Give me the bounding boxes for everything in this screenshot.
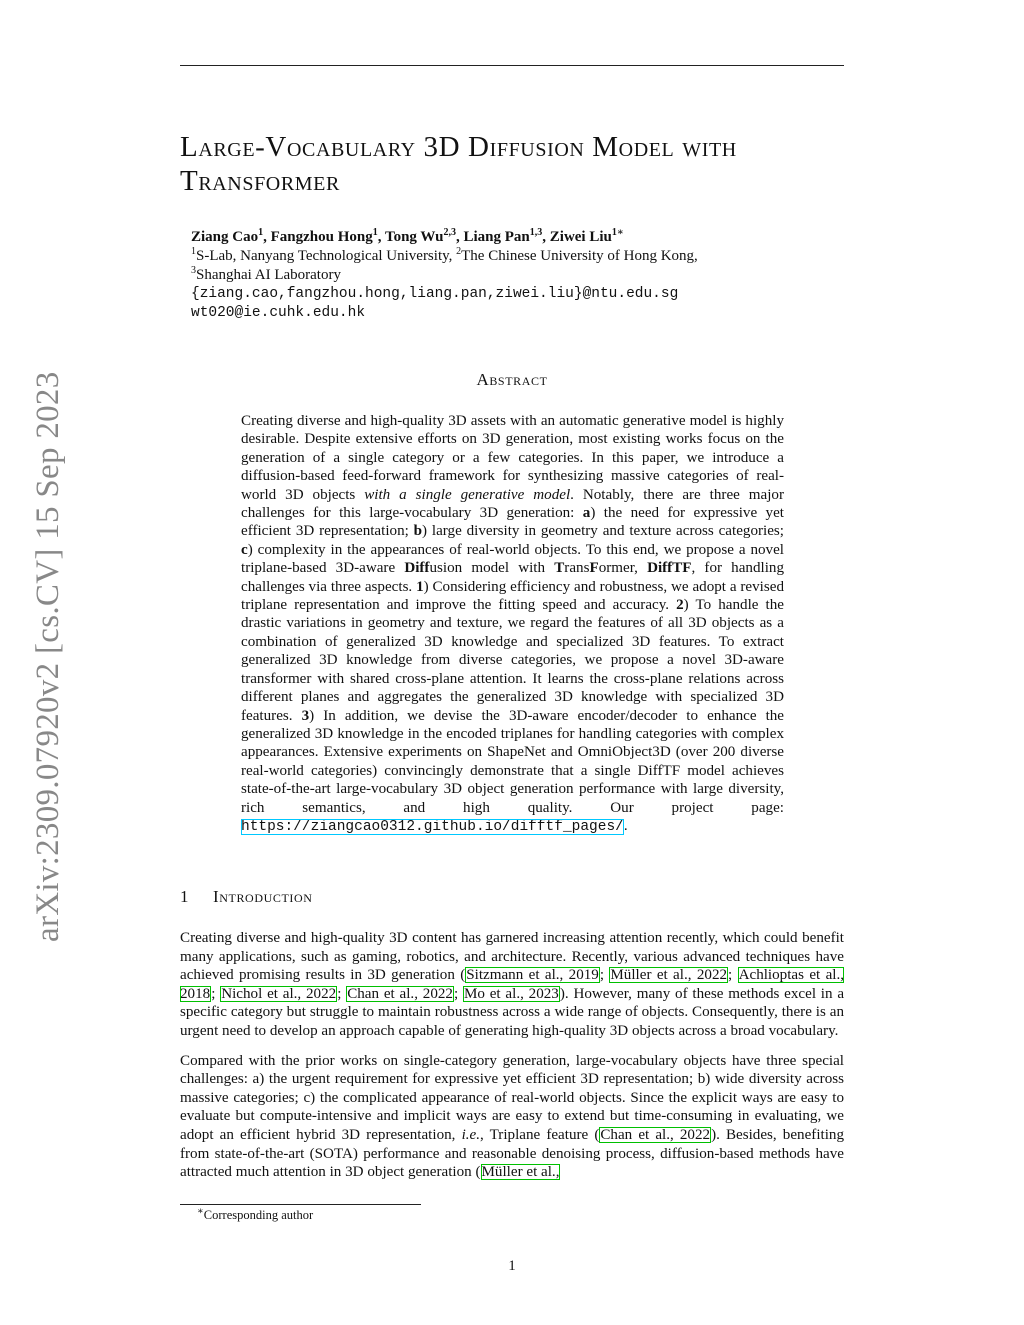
abstract-heading: Abstract: [476, 370, 548, 389]
abstract-body: Creating diverse and high-quality 3D assets with an automatic generative model is highly desirable. Despite extensive efforts on 3D generation, most existing works focus on the generation of a single category or a few categories. In this paper, we introduce a diffusion-based feed-forward framework for synthesizing massive categories of real-world 3D objects with a single generative model. Notably, there are three major challenges for this large-vocabulary 3D generation: a) the need for expressive yet efficient 3D representation; b) large diversity in geometry and texture across categories; c) complexity in the appearances of real-world objects. To this end, we propose a novel triplane-based 3D-aware Diffusion model with TransFormer, DiffTF, for handling challenges via three aspects. 1) Considering efficiency and robustness, we adopt a revised triplane representation and improve the fitting speed and accuracy. 2) To handle the drastic variations in geometry and texture, we regard the features of all 3D objects as a combination of generalized 3D knowledge and specialized 3D features. To extract generalized 3D knowledge from diverse categories, we propose a novel 3D-aware transformer with shared cross-plane attention. It learns the cross-plane relations across different planes and aggregates the generalized 3D knowledge with specialized 3D features. 3) In addition, we devise the 3D-aware encoder/decoder to enhance the generalized 3D knowledge in the encoded triplanes for handling categories with complex appearances. Extensive experiments on ShapeNet and OmniObject3D (over 200 diverse real-world categories) convincingly demonstrate that a single DiffTF model achieves state-of-the-art large-vocabulary 3D object generation performance with large diversity, rich semantics, and high quality. Our project page: https://ziangcao0312.github.io/difftf_pages/.: [241, 413, 785, 835]
top-rule: [180, 65, 844, 66]
author-names: Ziang Cao$^1$, Fangzhou Hong$^1$, Tong Wu$^{2,3}$, Liang Pan$^{1,3}$, Ziwei Liu$^{1∗}$: [191, 227, 624, 245]
arxiv-stamp: arXiv:2309.07920v2 [cs.CV] 15 Sep 2023: [30, 371, 66, 942]
bold-text: b: [413, 523, 423, 540]
citation-link[interactable]: Nichol et al., 2022: [221, 985, 337, 1002]
bold-text: F: [589, 560, 599, 577]
introduction-body: [180, 929, 844, 1193]
footnote-text: Corresponding author: [203, 1208, 314, 1222]
author-name: Fangzhou Hong$^1$: [270, 227, 378, 245]
citation-link[interactable]: Sitzmann et al., 2019: [466, 967, 599, 984]
author-name: Ziang Cao$^1$: [191, 227, 264, 245]
affiliation-line-1: $^1$S-Lab, Nanyang Technological University, $^2$The Chinese University of Hong Kong,: [191, 246, 698, 264]
bold-text: T: [554, 560, 565, 577]
section-number: 1: [180, 887, 190, 906]
intro-paragraph-2: Compared with the prior works on single-category generation, large-vocabulary objects have three special challenges: a) the urgent requirement for expressive yet efficient 3D representation; b) wide diversity across massive categories; c) the complicated appearance of real-world objects. Since the explicit ways are easy to evaluate but compute-intensive and implicit ways are easy to extend but time-consuming in evaluating, we adopt an efficient hybrid 3D representation, i.e., Triplane feature (Chan et al., 2022). Besides, benefiting from state-of-the-art (SOTA) performance and reasonable denoising process, diffusion-based methods have attracted much attention in 3D object generation (Müller et al.,: [180, 1052, 844, 1181]
footnote-rule: [180, 1204, 421, 1205]
project-page-link[interactable]: https://ziangcao0312.github.io/difftf_pages/: [241, 818, 624, 835]
bold-text: Diff: [404, 560, 430, 577]
citation-link[interactable]: Chan et al., 2022: [347, 985, 453, 1002]
bold-text: c: [241, 541, 248, 558]
footnote-mark: ∗: [197, 1205, 204, 1217]
intro-paragraph-1: Creating diverse and high-quality 3D content has garnered increasing attention recently, which could benefit many applications, such as gaming, robotics, and architecture. Recently, various advanced techniques have achieved promising results in 3D generation (Sitzmann et al., 2019; Müller et al., 2022; Achlioptas et al., 2018; Nichol et al., 2022; Chan et al., 2022; Mo et al., 2023). However, many of these methods excel in a specific category but struggle to maintain robustness across a wide range of objects. Consequently, there is an urgent need to develop an approach capable of generating high-quality 3D objects across a broad vocabulary.: [180, 930, 845, 1039]
italic-text: with a single generative model: [364, 486, 571, 503]
bold-text: DiffTF: [647, 560, 692, 577]
citation-link[interactable]: Müller et al., 2022: [610, 967, 728, 984]
email-line-1[interactable]: {ziang.cao,fangzhou.hong,liang.pan,ziwei.liu}@ntu.edu.sg: [191, 286, 679, 302]
paper-title: Large-Vocabulary 3D Diffusion Model with Transformer: [180, 131, 737, 197]
author-name: Liang Pan$^{1,3}$: [463, 227, 543, 245]
author-name: Tong Wu$^{2,3}$: [384, 227, 456, 245]
bold-text: 1: [416, 578, 424, 595]
footnote: [197, 1205, 314, 1223]
italic-text: i.e.: [461, 1126, 481, 1143]
author-block: [191, 228, 841, 323]
citation-link[interactable]: Chan et al., 2022: [600, 1126, 711, 1143]
section-title: Introduction: [213, 887, 313, 906]
citation-link[interactable]: Mo et al., 2023: [463, 985, 559, 1002]
citation-link[interactable]: Müller et al.,: [481, 1164, 560, 1181]
bold-text: 3: [301, 707, 310, 724]
bold-text: a: [582, 505, 591, 522]
bold-text: 2: [676, 597, 684, 614]
affiliation-line-2: $^3$Shanghai AI Laboratory: [191, 265, 341, 283]
citation-link[interactable]: Achlioptas et al., 2018: [180, 967, 845, 1002]
section-heading: [180, 887, 844, 907]
page-number: 1: [508, 1258, 516, 1274]
email-line-2[interactable]: wt020@ie.cuhk.edu.hk: [191, 305, 366, 321]
author-name: Ziwei Liu$^{1∗}$: [549, 227, 624, 245]
